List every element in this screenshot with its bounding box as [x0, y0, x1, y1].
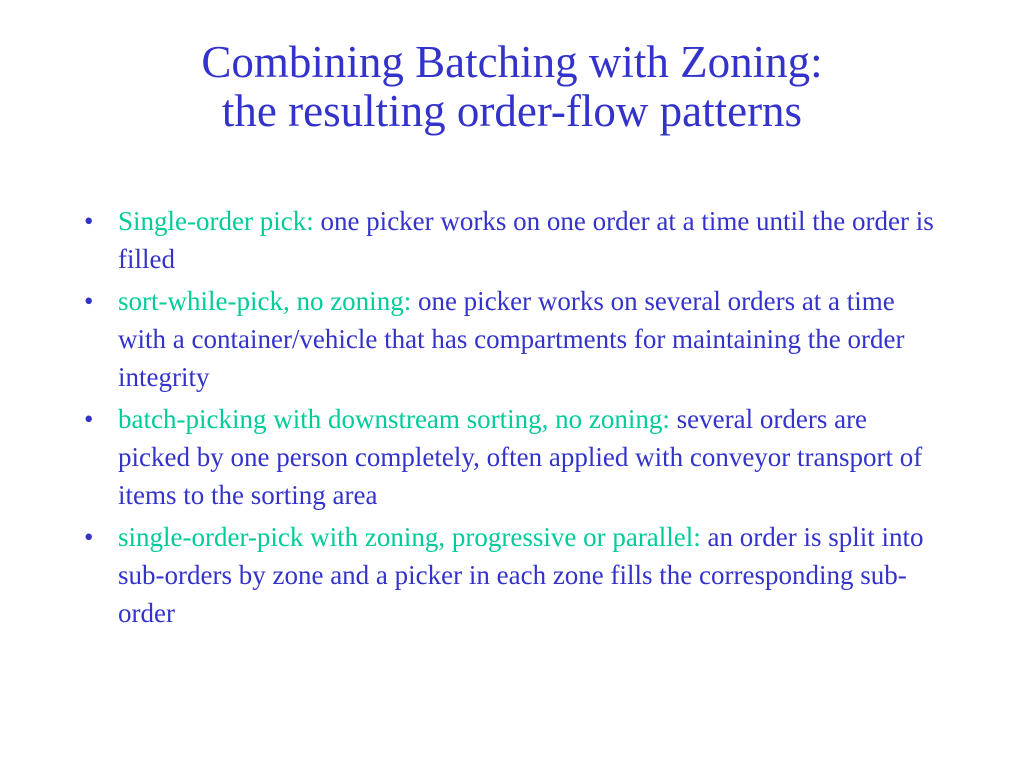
bullet-term: single-order-pick with zoning, progressive or parallel:: [118, 522, 701, 552]
bullet-term: Single-order pick:: [118, 206, 314, 236]
bullet-icon: •: [84, 206, 94, 236]
bullet-icon: •: [84, 286, 94, 316]
bullet-item-single-order-pick: [84, 202, 944, 278]
bullet-text: one picker works on several orders at a time with a container/vehicle that has compartments for maintaining the order integrity: [118, 286, 905, 392]
bullet-item-sort-while-pick: [84, 282, 944, 396]
bullet-text: several orders are picked by one person completely, often applied with conveyor transport of items to the sorting area: [118, 404, 923, 510]
bullet-term: batch-picking with downstream sorting, no zoning:: [118, 404, 670, 434]
slide-title-line-1: Combining Batching with Zoning:: [201, 37, 823, 87]
bullet-icon: •: [84, 522, 94, 552]
bullet-text: one picker works on one order at a time until the order is filled: [118, 206, 934, 274]
slide-title-line-2: the resulting order-flow patterns: [221, 86, 803, 136]
bullet-icon: •: [84, 404, 94, 434]
bullet-term: sort-while-pick, no zoning:: [118, 286, 412, 316]
bullet-item-single-order-pick-zoning: [84, 518, 944, 632]
bullet-item-batch-picking: [84, 400, 944, 514]
bullet-list: [84, 202, 944, 636]
slide-title: [0, 38, 1024, 136]
bullet-text: an order is split into sub-orders by zone and a picker in each zone fills the corresponding sub-order: [118, 522, 924, 628]
